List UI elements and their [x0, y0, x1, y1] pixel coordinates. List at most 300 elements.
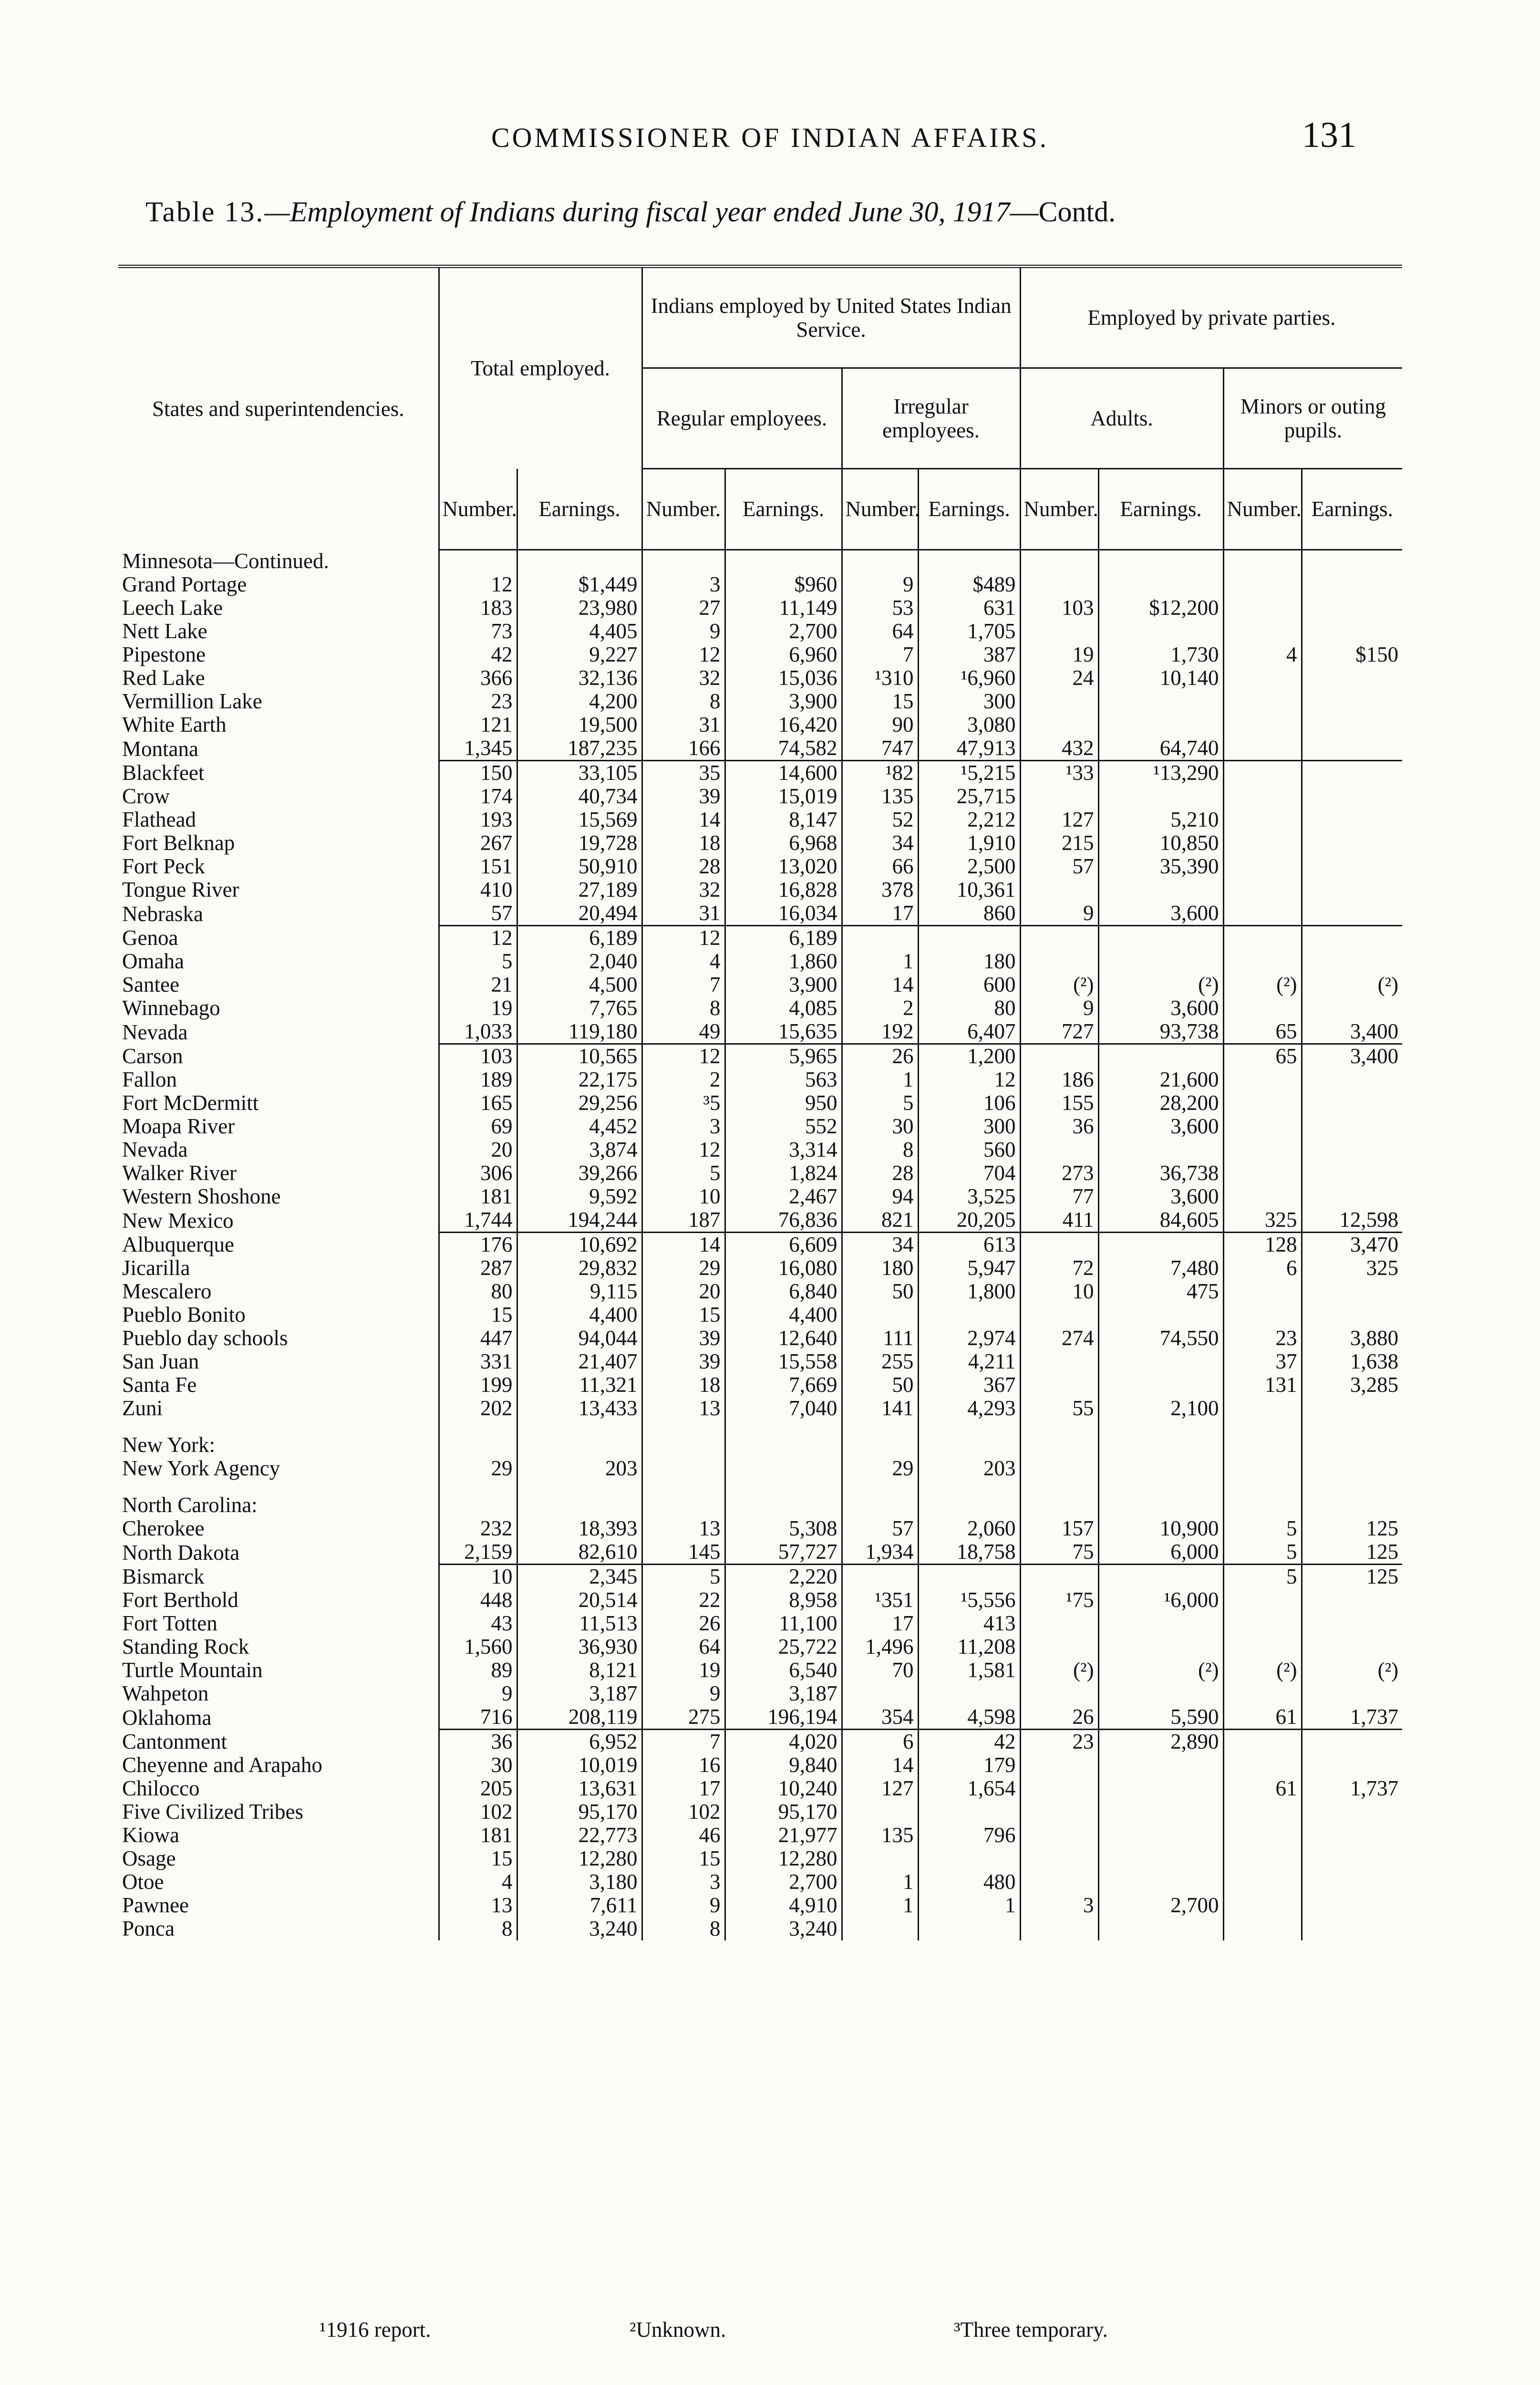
earnings-cell: 94,044	[517, 1327, 642, 1350]
earnings-cell	[1302, 1457, 1402, 1480]
number-cell: 128	[1223, 1233, 1302, 1257]
earnings-cell: 203	[918, 1457, 1020, 1480]
number-cell: 34	[842, 831, 918, 855]
earnings-cell: 367	[918, 1373, 1020, 1397]
agency-row	[118, 831, 1402, 855]
row-label: Fort Berthold	[122, 1588, 238, 1612]
row-label: Nebraska	[122, 902, 203, 926]
row-label: Cantonment	[122, 1730, 227, 1753]
number-cell: 77	[1020, 1185, 1098, 1208]
earnings-cell: 10,140	[1098, 666, 1223, 690]
number-cell: 12	[642, 1044, 725, 1068]
employment-table	[118, 265, 1402, 1940]
earnings-cell: 4,405	[517, 620, 642, 643]
agency-row	[118, 973, 1402, 996]
number-cell	[1223, 1917, 1302, 1940]
agency-row	[118, 1517, 1402, 1540]
earnings-cell	[1098, 1457, 1223, 1480]
earnings-cell: 3,240	[517, 1917, 642, 1940]
number-cell	[1223, 690, 1302, 713]
agency-row	[118, 1635, 1402, 1659]
number-cell: 29	[642, 1256, 725, 1280]
number-cell: 273	[1020, 1161, 1098, 1185]
number-cell	[1223, 1480, 1302, 1517]
number-cell: 89	[439, 1659, 517, 1682]
earnings-cell: 10,850	[1098, 831, 1223, 855]
number-cell: 7	[642, 973, 725, 996]
footnote-2: ²Unknown.	[630, 2318, 726, 2342]
number-cell: 325	[1223, 1208, 1302, 1233]
earnings-cell: 1,581	[918, 1659, 1020, 1682]
row-label: San Juan	[122, 1350, 199, 1373]
earnings-cell: 16,080	[725, 1256, 842, 1280]
number-cell	[1223, 1635, 1302, 1659]
earnings-cell: ¹6,000	[1098, 1588, 1223, 1612]
number-cell: ³5	[642, 1091, 725, 1115]
agency-row	[118, 1800, 1402, 1824]
number-cell	[1223, 1280, 1302, 1303]
number-cell: 37	[1223, 1350, 1302, 1373]
earnings-cell: 1,654	[918, 1777, 1020, 1800]
earnings-cell	[1302, 1847, 1402, 1870]
number-cell: 13	[642, 1397, 725, 1420]
number-cell: 135	[842, 785, 918, 808]
earnings-cell: 10,240	[725, 1777, 842, 1800]
state-row	[118, 550, 1402, 573]
number-cell: ¹33	[1020, 761, 1098, 785]
number-cell: 14	[842, 1753, 918, 1777]
number-cell: 64	[842, 620, 918, 643]
earnings-cell	[1302, 878, 1402, 902]
row-label: Grand Portage	[122, 573, 247, 596]
earnings-cell: 6,189	[725, 926, 842, 950]
earnings-cell	[1302, 831, 1402, 855]
number-cell: 2,159	[439, 1540, 517, 1565]
earnings-cell: 9,115	[517, 1280, 642, 1303]
number-cell	[842, 1565, 918, 1589]
number-cell	[642, 550, 725, 573]
number-cell: ¹310	[842, 666, 918, 690]
state-row	[118, 1020, 1402, 1044]
earnings-cell: 3,400	[1302, 1044, 1402, 1068]
agency-row	[118, 785, 1402, 808]
number-cell: 5	[439, 950, 517, 973]
number-cell: 174	[439, 785, 517, 808]
agency-row	[118, 950, 1402, 973]
number-cell: 127	[842, 1777, 918, 1800]
earnings-cell: 15,569	[517, 808, 642, 831]
number-cell: 23	[1223, 1327, 1302, 1350]
row-label: Wahpeton	[122, 1682, 209, 1705]
number-cell: 255	[842, 1350, 918, 1373]
earnings-cell: 21,600	[1098, 1068, 1223, 1091]
number-cell	[842, 1917, 918, 1940]
agency-row	[118, 1588, 1402, 1612]
number-cell	[842, 1303, 918, 1327]
number-cell: 176	[439, 1233, 517, 1257]
earnings-cell	[918, 1800, 1020, 1824]
number-cell: 2	[642, 1068, 725, 1091]
earnings-cell: 4,293	[918, 1397, 1020, 1420]
earnings-cell	[1302, 1894, 1402, 1917]
earnings-cell: 4,085	[725, 996, 842, 1020]
earnings-cell	[1302, 1185, 1402, 1208]
row-label: Fort Belknap	[122, 831, 235, 855]
number-cell: 42	[439, 643, 517, 666]
number-cell: 53	[842, 596, 918, 620]
earnings-cell: 12,280	[517, 1847, 642, 1870]
number-cell	[1020, 1303, 1098, 1327]
earnings-cell: 552	[725, 1115, 842, 1138]
number-cell: 55	[1020, 1397, 1098, 1420]
agency-row	[118, 855, 1402, 878]
number-cell: 8	[439, 1917, 517, 1940]
earnings-cell: 2,040	[517, 950, 642, 973]
earnings-cell: (²)	[1098, 973, 1223, 996]
number-cell	[1020, 620, 1098, 643]
number-cell: 70	[842, 1659, 918, 1682]
earnings-cell	[1098, 1044, 1223, 1068]
number-cell: 183	[439, 596, 517, 620]
state-row	[118, 902, 1402, 926]
earnings-cell: $12,200	[1098, 596, 1223, 620]
earnings-cell: 8,958	[725, 1588, 842, 1612]
agency-row	[118, 1233, 1402, 1257]
agency-row	[118, 996, 1402, 1020]
earnings-cell: 179	[918, 1753, 1020, 1777]
number-cell: 127	[1020, 808, 1098, 831]
earnings-cell	[1302, 926, 1402, 950]
earnings-cell: $489	[918, 573, 1020, 596]
row-label: Fort Peck	[122, 855, 205, 878]
number-cell: 306	[439, 1161, 517, 1185]
number-cell	[842, 1847, 918, 1870]
earnings-cell	[1098, 926, 1223, 950]
earnings-cell: 12,640	[725, 1327, 842, 1350]
number-cell: 80	[439, 1280, 517, 1303]
row-label: Turtle Mountain	[122, 1659, 263, 1682]
earnings-cell: $1,449	[517, 573, 642, 596]
number-cell	[1020, 1233, 1098, 1257]
earnings-cell: 23,980	[517, 596, 642, 620]
number-cell	[1020, 713, 1098, 736]
row-label: Jicarilla	[122, 1256, 190, 1280]
number-cell	[842, 1420, 918, 1457]
number-cell	[642, 1480, 725, 1517]
row-label: Carson	[122, 1044, 183, 1068]
earnings-cell	[1302, 1635, 1402, 1659]
agency-row	[118, 1457, 1402, 1480]
col-header-private: Employed by private parties.	[1020, 267, 1402, 368]
number-cell: 46	[642, 1824, 725, 1847]
earnings-cell: 560	[918, 1138, 1020, 1161]
earnings-cell: 5,590	[1098, 1705, 1223, 1730]
earnings-cell: 14,600	[725, 761, 842, 785]
row-label: Pueblo day schools	[122, 1327, 288, 1350]
earnings-cell	[1302, 902, 1402, 926]
number-cell: 103	[439, 1044, 517, 1068]
earnings-cell: 5,965	[725, 1044, 842, 1068]
row-label: Crow	[122, 785, 170, 808]
earnings-cell: 21,977	[725, 1824, 842, 1847]
earnings-cell	[1302, 620, 1402, 643]
earnings-cell	[1302, 1824, 1402, 1847]
number-cell: 15	[439, 1303, 517, 1327]
number-cell: 66	[842, 855, 918, 878]
earnings-cell: 187,235	[517, 736, 642, 761]
number-cell: (²)	[1020, 1659, 1098, 1682]
earnings-cell: 19,728	[517, 831, 642, 855]
row-label: Osage	[122, 1847, 176, 1870]
earnings-cell: 1,200	[918, 1044, 1020, 1068]
earnings-cell: 76,836	[725, 1208, 842, 1233]
earnings-cell	[1302, 1303, 1402, 1327]
number-cell: 65	[1223, 1044, 1302, 1068]
number-cell: 12	[642, 1138, 725, 1161]
row-label: New York Agency	[122, 1457, 280, 1480]
col-header-earnings: Earnings.	[1098, 469, 1223, 550]
number-cell: 9	[439, 1682, 517, 1705]
number-cell: 15	[642, 1303, 725, 1327]
agency-row	[118, 808, 1402, 831]
earnings-cell	[918, 550, 1020, 573]
number-cell: 1	[842, 950, 918, 973]
col-header-us-service: Indians employed by United States Indian Service.	[642, 267, 1020, 368]
earnings-cell	[1302, 1682, 1402, 1705]
number-cell: 6	[842, 1730, 918, 1754]
number-cell: 39	[642, 1327, 725, 1350]
earnings-cell: 5,947	[918, 1256, 1020, 1280]
number-cell: 157	[1020, 1517, 1098, 1540]
state-row	[118, 736, 1402, 761]
earnings-cell: 413	[918, 1612, 1020, 1635]
earnings-cell	[1302, 550, 1402, 573]
number-cell: 39	[642, 1350, 725, 1373]
earnings-cell: 2,700	[1098, 1894, 1223, 1917]
earnings-cell: 95,170	[517, 1800, 642, 1824]
earnings-cell: 2,212	[918, 808, 1020, 831]
agency-row	[118, 1350, 1402, 1373]
row-label: White Earth	[122, 713, 227, 736]
earnings-cell	[918, 1565, 1020, 1589]
col-header-minors: Minors or outing pupils.	[1223, 368, 1402, 469]
earnings-cell: 10,019	[517, 1753, 642, 1777]
number-cell: 15	[439, 1847, 517, 1870]
state-row	[118, 1208, 1402, 1233]
earnings-cell: 6,540	[725, 1659, 842, 1682]
number-cell: (²)	[1223, 973, 1302, 996]
agency-row	[118, 1824, 1402, 1847]
number-cell: 410	[439, 878, 517, 902]
earnings-cell: 2,700	[725, 620, 842, 643]
earnings-cell	[1302, 736, 1402, 761]
earnings-cell: 2,467	[725, 1185, 842, 1208]
col-header-number: Number.	[1223, 469, 1302, 550]
number-cell: 36	[1020, 1115, 1098, 1138]
earnings-cell	[1098, 1565, 1223, 1589]
earnings-cell	[1098, 1870, 1223, 1894]
earnings-cell: 12	[918, 1068, 1020, 1091]
row-label: Nevada	[122, 1138, 188, 1161]
earnings-cell: 7,480	[1098, 1256, 1223, 1280]
earnings-cell: 3,240	[725, 1917, 842, 1940]
earnings-cell: 3,600	[1098, 902, 1223, 926]
number-cell: ¹75	[1020, 1588, 1098, 1612]
agency-row	[118, 713, 1402, 736]
number-cell	[842, 926, 918, 950]
number-cell	[1020, 1138, 1098, 1161]
number-cell: 31	[642, 902, 725, 926]
number-cell: 187	[642, 1208, 725, 1233]
row-label: Chilocco	[122, 1777, 200, 1800]
earnings-cell: 74,582	[725, 736, 842, 761]
earnings-cell: 1,910	[918, 831, 1020, 855]
row-label: Five Civilized Tribes	[122, 1800, 304, 1824]
col-header-earnings: Earnings.	[725, 469, 842, 550]
earnings-cell	[1098, 573, 1223, 596]
row-label: Santa Fe	[122, 1373, 197, 1397]
earnings-cell: 4,598	[918, 1705, 1020, 1730]
row-label: Moapa River	[122, 1115, 235, 1138]
number-cell: 32	[642, 878, 725, 902]
table-caption: —Employment of Indians during fiscal year ended June 30, 1917	[264, 196, 1010, 228]
earnings-cell	[1302, 950, 1402, 973]
number-cell	[1020, 1682, 1098, 1705]
row-label: North Dakota	[122, 1540, 240, 1565]
number-cell: 20	[642, 1280, 725, 1303]
earnings-cell: 82,610	[517, 1540, 642, 1565]
number-cell: 205	[439, 1777, 517, 1800]
number-cell: 150	[439, 761, 517, 785]
earnings-cell: 480	[918, 1870, 1020, 1894]
number-cell: 57	[439, 902, 517, 926]
row-label: Santee	[122, 973, 179, 996]
number-cell: 18	[642, 831, 725, 855]
earnings-cell: 125	[1302, 1517, 1402, 1540]
number-cell: 2	[842, 996, 918, 1020]
earnings-cell: 1,860	[725, 950, 842, 973]
earnings-cell: 180	[918, 950, 1020, 973]
number-cell: 9	[842, 573, 918, 596]
number-cell: 10	[1020, 1280, 1098, 1303]
earnings-cell	[1098, 1800, 1223, 1824]
earnings-cell: 631	[918, 596, 1020, 620]
earnings-cell	[1098, 1753, 1223, 1777]
earnings-cell: 9,592	[517, 1185, 642, 1208]
number-cell: 9	[642, 1682, 725, 1705]
number-cell: 111	[842, 1327, 918, 1350]
earnings-cell: 196,194	[725, 1705, 842, 1730]
number-cell	[1020, 1753, 1098, 1777]
earnings-cell: 4,020	[725, 1730, 842, 1754]
earnings-cell: (²)	[1302, 973, 1402, 996]
number-cell: 20	[439, 1138, 517, 1161]
number-cell	[1223, 1091, 1302, 1115]
number-cell: 186	[1020, 1068, 1098, 1091]
number-cell	[842, 1800, 918, 1824]
earnings-cell: 12,280	[725, 1847, 842, 1870]
earnings-cell: 3,880	[1302, 1327, 1402, 1350]
row-label: New York:	[122, 1433, 216, 1457]
earnings-cell	[1302, 1138, 1402, 1161]
number-cell: 3	[642, 1115, 725, 1138]
number-cell	[1223, 1894, 1302, 1917]
row-label: Ponca	[122, 1917, 175, 1940]
number-cell: 39	[642, 785, 725, 808]
earnings-cell: 22,175	[517, 1068, 642, 1091]
earnings-cell: 125	[1302, 1540, 1402, 1565]
earnings-cell	[1098, 1917, 1223, 1940]
col-header-earnings: Earnings.	[1302, 469, 1402, 550]
col-header-earnings: Earnings.	[517, 469, 642, 550]
earnings-cell: 3,600	[1098, 1185, 1223, 1208]
earnings-cell: 1,705	[918, 620, 1020, 643]
number-cell: 49	[642, 1020, 725, 1044]
earnings-cell	[1302, 1161, 1402, 1185]
earnings-cell: 4,452	[517, 1115, 642, 1138]
earnings-cell: 3,285	[1302, 1373, 1402, 1397]
earnings-cell: 36,738	[1098, 1161, 1223, 1185]
earnings-cell: 860	[918, 902, 1020, 926]
earnings-cell: 950	[725, 1091, 842, 1115]
number-cell: 5	[1223, 1517, 1302, 1540]
number-cell: 14	[642, 808, 725, 831]
row-label: Minnesota—Continued.	[122, 550, 329, 573]
earnings-cell	[1302, 690, 1402, 713]
earnings-cell	[725, 1457, 842, 1480]
number-cell: 28	[642, 855, 725, 878]
earnings-cell: 1,737	[1302, 1705, 1402, 1730]
agency-row	[118, 1303, 1402, 1327]
earnings-cell	[1302, 1397, 1402, 1420]
number-cell	[439, 1480, 517, 1517]
row-label: Nett Lake	[122, 620, 207, 643]
agency-row	[118, 1373, 1402, 1397]
earnings-cell	[1302, 855, 1402, 878]
earnings-cell: 84,605	[1098, 1208, 1223, 1233]
earnings-cell	[1098, 1303, 1223, 1327]
earnings-cell	[1302, 666, 1402, 690]
earnings-cell: 4,910	[725, 1894, 842, 1917]
earnings-cell: ¹5,556	[918, 1588, 1020, 1612]
earnings-cell	[725, 550, 842, 573]
earnings-cell: 20,205	[918, 1208, 1020, 1233]
earnings-cell: 8,121	[517, 1659, 642, 1682]
number-cell: 36	[439, 1730, 517, 1754]
number-cell	[1020, 1044, 1098, 1068]
number-cell: 102	[439, 1800, 517, 1824]
earnings-cell: 475	[1098, 1280, 1223, 1303]
number-cell: 94	[842, 1185, 918, 1208]
number-cell	[1020, 690, 1098, 713]
number-cell: 3	[642, 573, 725, 596]
earnings-cell: ¹6,960	[918, 666, 1020, 690]
number-cell	[1020, 1635, 1098, 1659]
number-cell: 27	[642, 596, 725, 620]
row-label: Tongue River	[122, 878, 239, 902]
earnings-cell	[1098, 1824, 1223, 1847]
col-header-number: Number.	[842, 469, 918, 550]
earnings-cell: 4,400	[517, 1303, 642, 1327]
earnings-cell	[918, 1480, 1020, 1517]
agency-row	[118, 926, 1402, 950]
earnings-cell: 325	[1302, 1256, 1402, 1280]
number-cell: 447	[439, 1327, 517, 1350]
agency-row	[118, 573, 1402, 596]
number-cell: 716	[439, 1705, 517, 1730]
earnings-cell	[1302, 808, 1402, 831]
earnings-cell: 6,407	[918, 1020, 1020, 1044]
